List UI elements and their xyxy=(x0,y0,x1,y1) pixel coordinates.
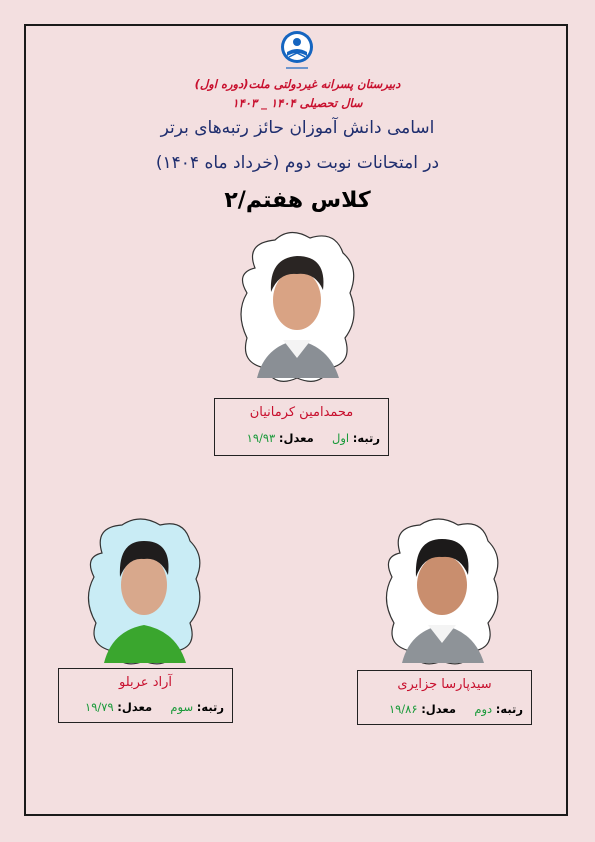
student-photo-2 xyxy=(82,515,207,670)
rank-value: سوم xyxy=(170,700,194,714)
student-photo-3 xyxy=(380,515,505,670)
rank-label: رتبه: xyxy=(495,702,523,716)
student-card-3 xyxy=(357,670,532,725)
heading-line-2: در امتحانات نوبت دوم (خرداد ماه ۱۴۰۴) xyxy=(155,153,440,173)
rank-value: اول xyxy=(332,431,350,445)
student-name: محمدامین کرمانیان xyxy=(249,405,354,420)
school-logo-icon xyxy=(278,30,316,76)
average-value: ۱۹/۸۶ xyxy=(388,702,418,716)
student-name: سیدپارسا جزایری xyxy=(397,677,492,692)
student-name: آراد عربلو xyxy=(119,675,172,690)
rank-value: دوم xyxy=(474,702,493,716)
student-info xyxy=(247,431,380,445)
student-info xyxy=(85,700,224,714)
average-value: ۱۹/۹۳ xyxy=(246,431,276,445)
student-card-1 xyxy=(214,398,389,456)
rank-label: رتبه: xyxy=(352,431,380,445)
average-label: معدل: xyxy=(421,702,457,716)
class-title: کلاس هفتم/۲ xyxy=(224,188,371,213)
average-label: معدل: xyxy=(278,431,314,445)
student-photo-1 xyxy=(235,228,360,388)
rank-label: رتبه: xyxy=(196,700,224,714)
academic-year: سال تحصیلی ۱۴۰۴ _ ۱۴۰۳ xyxy=(232,96,363,110)
average-value: ۱۹/۷۹ xyxy=(85,700,114,714)
student-card-2 xyxy=(58,668,233,723)
heading-line-1: اسامی دانش آموزان حائز رتبه‌های برتر xyxy=(160,118,435,138)
school-name: دبیرستان پسرانه غیردولتی ملت(دوره اول) xyxy=(194,77,401,91)
student-info xyxy=(389,702,523,716)
average-label: معدل: xyxy=(117,700,153,714)
